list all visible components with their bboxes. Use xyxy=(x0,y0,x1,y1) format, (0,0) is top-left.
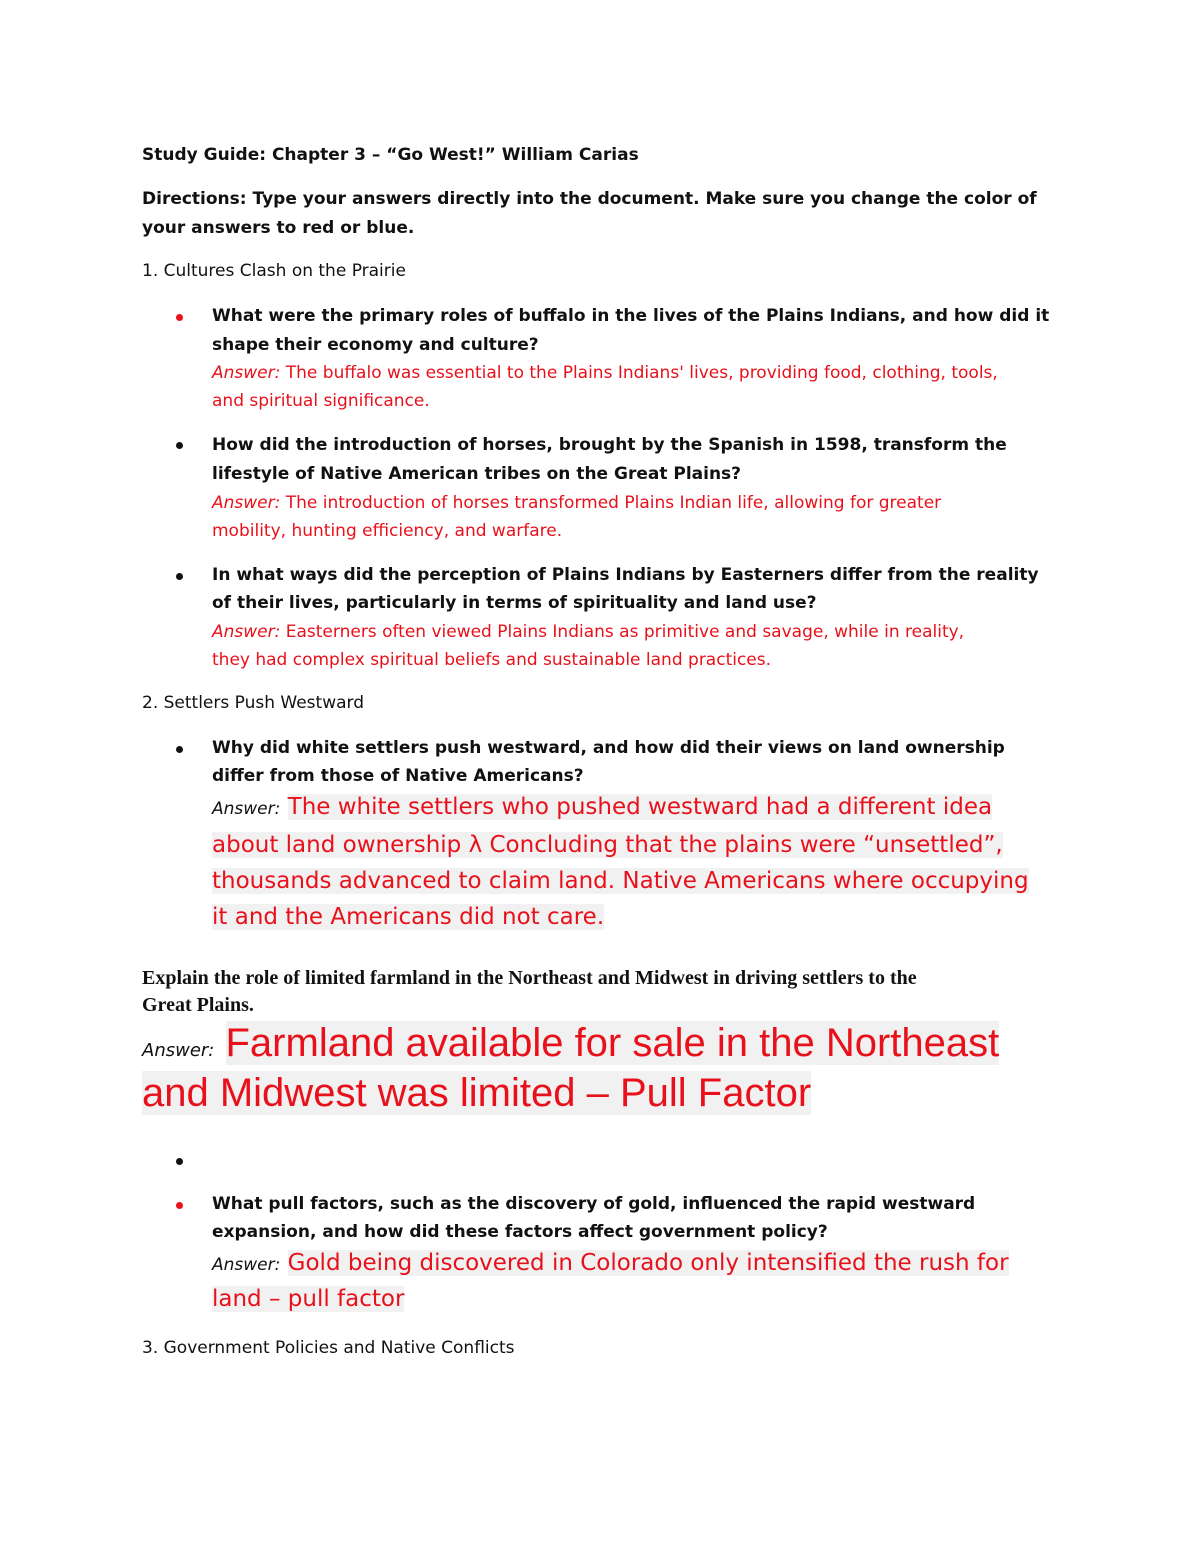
answer-label: Answer: xyxy=(212,622,281,642)
answer-text xyxy=(212,363,998,383)
answer-text xyxy=(212,904,604,930)
question-text: of their lives, particularly in terms of spirituality and land use? xyxy=(212,593,817,613)
answer-text xyxy=(212,794,992,820)
answer-body: Easterners often viewed Plains Indians as primitive and savage, while in reality, xyxy=(285,622,965,642)
question-text: What were the primary roles of buffalo in the lives of the Plains Indians, and how did it xyxy=(212,306,1050,326)
answer-body: The introduction of horses transformed Plains Indian life, allowing for greater xyxy=(285,493,942,513)
answer-body: land – pull factor xyxy=(212,1286,405,1312)
answer-body: thousands advanced to claim land. Native Americans where occupying xyxy=(212,868,1029,894)
answer-body: The buffalo was essential to the Plains Indians' lives, providing food, clothing, tools, xyxy=(285,363,998,383)
answer-body: The white settlers who pushed westward had a different idea xyxy=(287,794,993,820)
bullet-icon xyxy=(176,746,183,753)
question-text: shape their economy and culture? xyxy=(212,335,539,355)
directions-line-1: Directions: Type your answers directly into the document. Make sure you change the color of xyxy=(142,189,1037,209)
answer-label: Answer: xyxy=(212,363,281,383)
answer-text xyxy=(212,493,941,513)
question-text: lifestyle of Native American tribes on the Great Plains? xyxy=(212,464,742,484)
section-heading-3: 3. Government Policies and Native Conflicts xyxy=(142,1338,515,1358)
answer-text xyxy=(212,1250,1009,1276)
answer-text xyxy=(212,868,1029,894)
answer-text xyxy=(212,1286,404,1312)
bullet-icon xyxy=(176,1158,183,1165)
question-text: How did the introduction of horses, brought by the Spanish in 1598, transform the xyxy=(212,435,1007,455)
answer-body: and Midwest was limited – Pull Factor xyxy=(142,1071,812,1115)
answer-body: about land ownership λ Concluding that the plains were “unsettled”, xyxy=(212,832,1003,858)
answer-text xyxy=(212,622,964,642)
answer-label: Answer: xyxy=(142,1040,215,1061)
question-text: Explain the role of limited farmland in the Northeast and Midwest in driving settlers to the xyxy=(142,967,917,989)
answer-text: and spiritual significance. xyxy=(212,391,430,411)
answer-label: Answer: xyxy=(212,799,281,819)
directions-line-2: your answers to red or blue. xyxy=(142,218,415,238)
answer-text xyxy=(142,1021,999,1066)
bullet-icon xyxy=(176,573,183,580)
answer-body: it and the Americans did not care. xyxy=(212,904,605,930)
bullet-icon xyxy=(176,442,183,449)
answer-label: Answer: xyxy=(212,493,281,513)
section-heading-1: 1. Cultures Clash on the Prairie xyxy=(142,261,406,281)
bullet-icon xyxy=(176,314,183,321)
question-text: Why did white settlers push westward, and how did their views on land ownership xyxy=(212,738,1005,758)
answer-body: Farmland available for sale in the Northeast xyxy=(225,1021,1000,1065)
answer-body: Gold being discovered in Colorado only intensified the rush for xyxy=(287,1250,1009,1276)
question-text: expansion, and how did these factors affect government policy? xyxy=(212,1222,828,1242)
answer-text xyxy=(142,1071,811,1116)
answer-text: they had complex spiritual beliefs and sustainable land practices. xyxy=(212,650,772,670)
bullet-icon xyxy=(176,1202,183,1209)
question-text: differ from those of Native Americans? xyxy=(212,766,584,786)
document-title: Study Guide: Chapter 3 – “Go West!” William Carias xyxy=(142,145,639,165)
section-heading-2: 2. Settlers Push Westward xyxy=(142,693,364,713)
answer-text: mobility, hunting efficiency, and warfare. xyxy=(212,521,563,541)
answer-text xyxy=(212,832,1003,858)
question-text: In what ways did the perception of Plains Indians by Easterners differ from the reality xyxy=(212,565,1039,585)
question-text: What pull factors, such as the discovery of gold, influenced the rapid westward xyxy=(212,1194,976,1214)
question-text: Great Plains. xyxy=(142,994,254,1016)
answer-label: Answer: xyxy=(212,1255,281,1275)
